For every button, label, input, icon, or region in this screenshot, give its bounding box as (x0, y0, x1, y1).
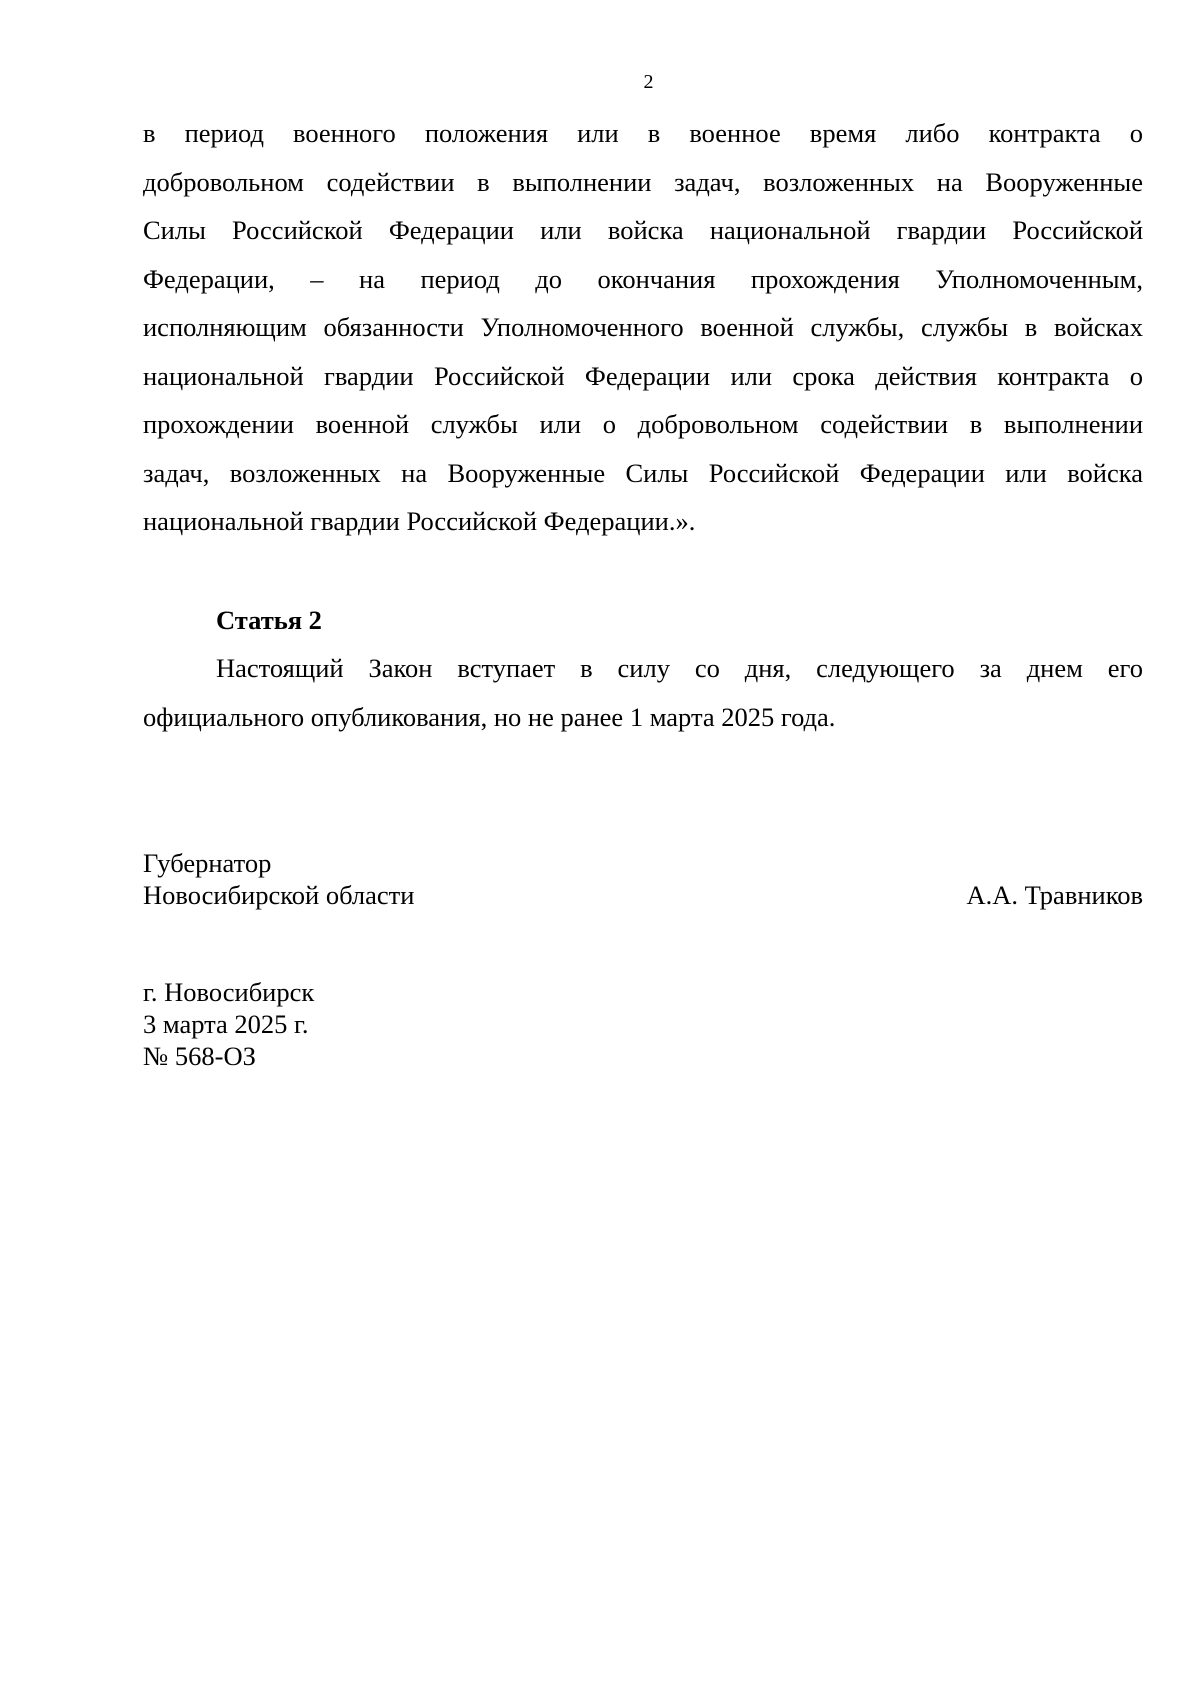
date: 3 марта 2025 г. (143, 1009, 309, 1039)
paragraph-line: национальной гвардии Российской Федерации.». (143, 506, 696, 536)
signatory-position-line: Губернатор (143, 848, 272, 878)
paragraph-line: Федерации, – на период до окончания прохождения Уполномоченным, (143, 263, 1143, 294)
paragraph-line: официального опубликования, но не ранее 1 марта 2025 года. (143, 701, 836, 732)
place: г. Новосибирск (143, 977, 315, 1007)
paragraph-line: в период военного положения или в военное время либо контракта о (143, 118, 1143, 148)
paragraph-line: исполняющим обязанности Уполномоченного военной службы, службы в войсках (143, 312, 1143, 342)
signatory-position (143, 847, 414, 911)
paragraph-line: национальной гвардии Российской Федерации или срока действия контракта о (143, 360, 1143, 391)
paragraph-line: Настоящий Закон вступает в силу со дня, следующего за днем его (216, 653, 1143, 683)
page-number: 2 (643, 71, 654, 93)
signatory-position-line: Новосибирской области (143, 880, 415, 910)
paragraph-line: добровольном содействии в выполнении задач, возложенных на Вооруженные (143, 166, 1143, 197)
law-number: № 568-ОЗ (143, 1041, 256, 1071)
paragraph-line: задач, возложенных на Вооруженные Силы Российской Федерации или войска (143, 457, 1143, 488)
signatory-name: А.А. Травников (966, 880, 1143, 910)
paragraph-line: Силы Российской Федерации или войска национальной гвардии Российской (143, 215, 1143, 245)
paragraph-continuation (143, 109, 1143, 546)
article-2-paragraph (143, 644, 1143, 741)
place-date-number (143, 976, 314, 1072)
article-heading: Статья 2 (216, 605, 322, 635)
paragraph-line: прохождении военной службы или о добровольном содействии в выполнении (143, 409, 1143, 439)
